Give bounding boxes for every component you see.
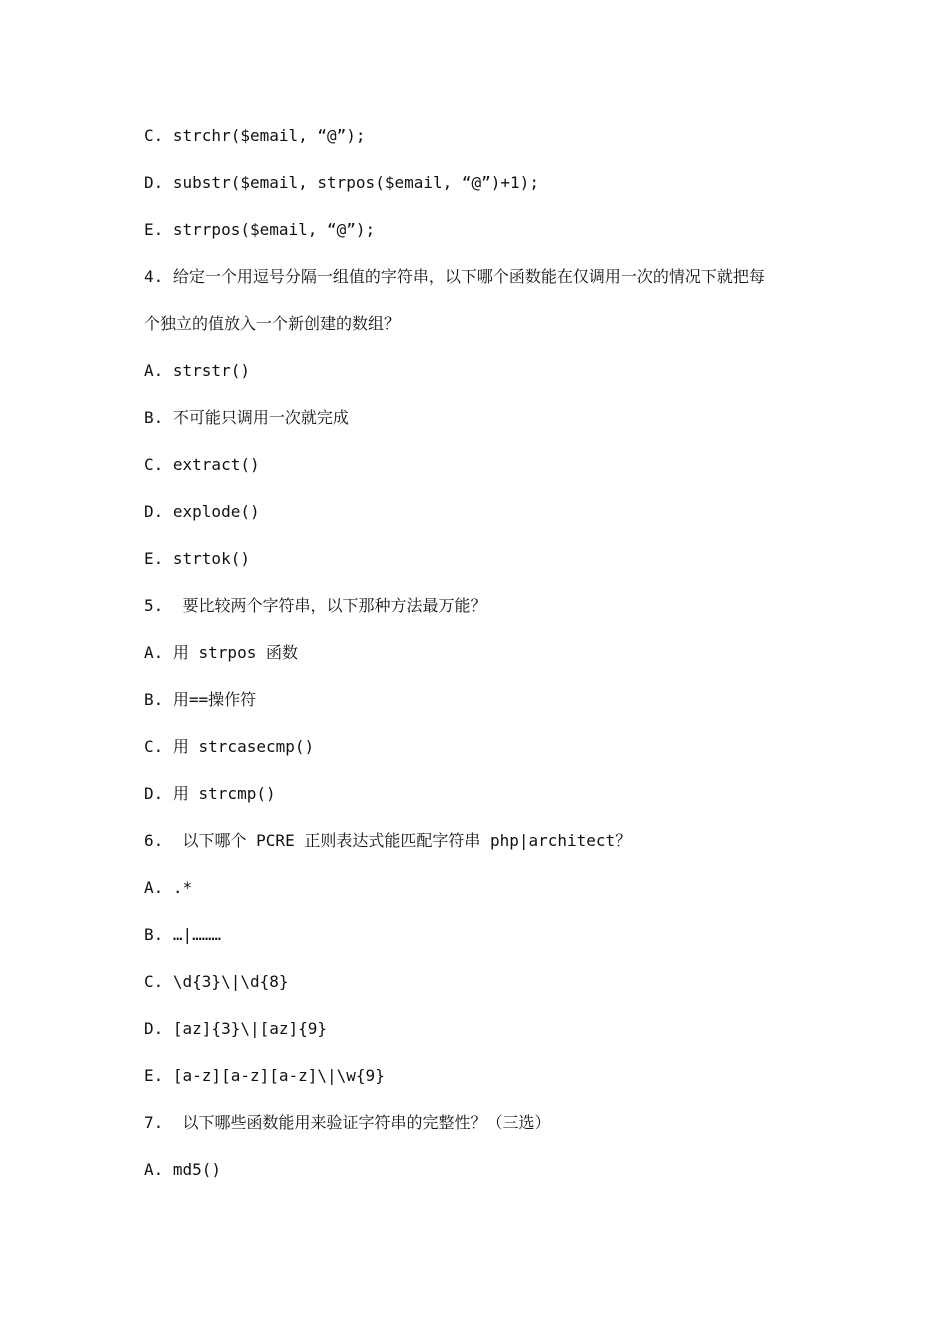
document-content xyxy=(144,124,824,1205)
question-4: 4. 给定一个用逗号分隔一组值的字符串，以下哪个函数能在仅调用一次的情况下就把每 xyxy=(144,267,765,286)
q4-option-b: B. 不可能只调用一次就完成 xyxy=(144,408,349,427)
question-7: 7. 以下哪些函数能用来验证字符串的完整性？（三选） xyxy=(144,1113,551,1132)
option-d-substr: D. substr($email, strpos($email, “@”)+1); xyxy=(144,173,539,192)
q5-option-b: B. 用==操作符 xyxy=(144,690,257,709)
q5-option-d: D. 用 strcmp() xyxy=(144,784,276,803)
q7-option-a: A. md5() xyxy=(144,1160,222,1179)
q4-option-d: D. explode() xyxy=(144,502,260,521)
q6-option-b: B. …|……… xyxy=(144,925,222,944)
question-5: 5. 要比较两个字符串，以下那种方法最万能？ xyxy=(144,596,487,615)
q6-option-d: D. [az]{3}\|[az]{9} xyxy=(144,1019,328,1038)
question-4-continued: 个独立的值放入一个新创建的数组？ xyxy=(144,314,401,333)
q6-option-e: E. [a-z][a-z][a-z]\|\w{9} xyxy=(144,1066,385,1085)
q5-option-c: C. 用 strcasecmp() xyxy=(144,737,315,756)
q6-option-a: A. .* xyxy=(144,878,193,897)
q4-option-a: A. strstr() xyxy=(144,361,250,380)
option-e-strrpos: E. strrpos($email, “@”); xyxy=(144,220,376,239)
question-6: 6. 以下哪个 PCRE 正则表达式能匹配字符串 php|architect？ xyxy=(144,831,632,850)
option-c-strchr: C. strchr($email, “@”); xyxy=(144,126,366,145)
q4-option-e: E. strtok() xyxy=(144,549,250,568)
q4-option-c: C. extract() xyxy=(144,455,260,474)
q5-option-a: A. 用 strpos 函数 xyxy=(144,643,298,662)
q6-option-c: C. \d{3}\|\d{8} xyxy=(144,972,289,991)
